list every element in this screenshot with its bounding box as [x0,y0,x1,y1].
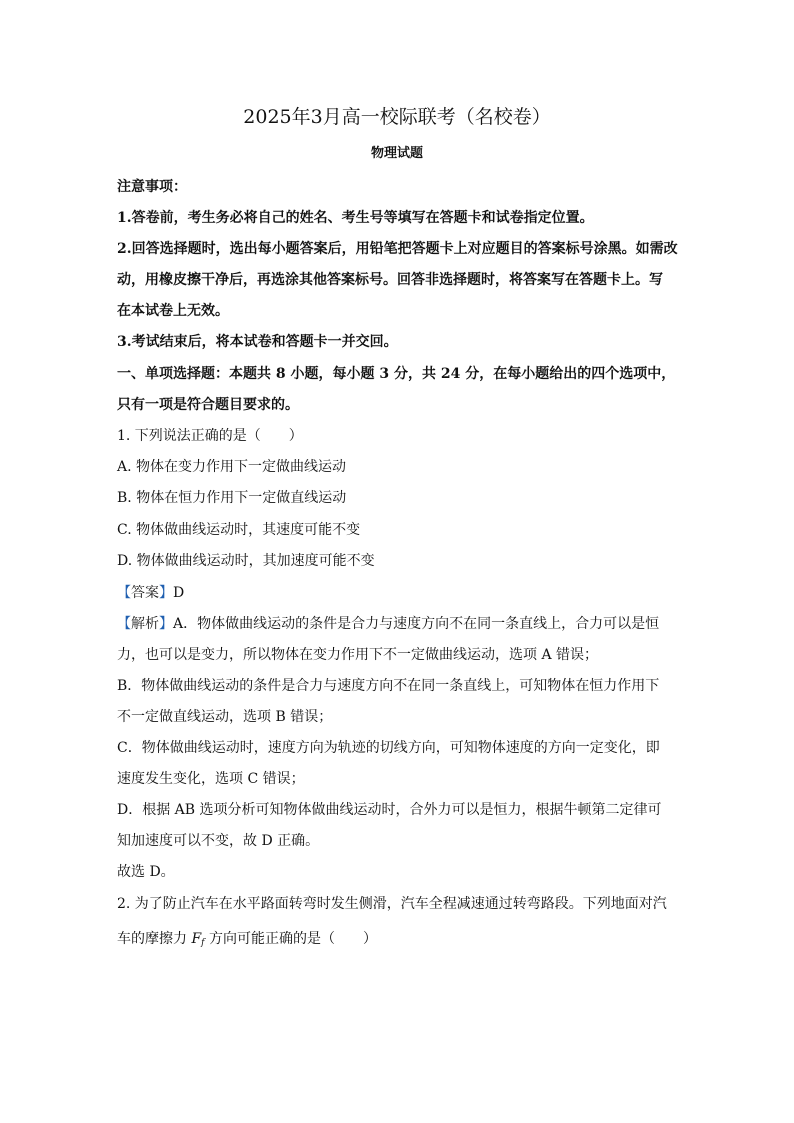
friction-symbol: F [191,931,202,947]
notice-item-2-line-1: 2.回答选择题时，选出每小题答案后，用铅笔把答题卡上对应题目的答案标号涂黑。如需改 [117,241,678,257]
analysis-line-8: 知加速度可以不变，故 D 正确。 [117,833,320,849]
question-1-stem: 1. 下列说法正确的是（ ） [117,428,303,444]
analysis-line-6: 速度发生变化，选项 C 错误； [117,771,305,787]
page-title: 2025年3月高一校际联考（名校卷） [243,106,551,128]
question-2-line-1: 2. 为了防止汽车在水平路面转弯时发生侧滑，汽车全程减速通过转弯路段。下列地面对汽 [117,896,667,912]
question-1-option-a: A. 物体在变力作用下一定做曲线运动 [117,459,347,475]
answer-label: 答案 [131,585,159,601]
answer-bracket-open: 【 [117,585,131,601]
analysis-line-4: 不一定做直线运动，选项 B 错误； [117,709,333,725]
answer-line [117,584,677,602]
question-1-option-b: B. 物体在恒力作用下一定做直线运动 [117,490,347,506]
question-2-text-post: 方向可能正确的是（ ） [204,931,377,947]
analysis-bracket-close: 】 [159,616,173,632]
page-subtitle: 物理试题 [370,146,423,161]
question-1-option-d: D. 物体做曲线运动时，其加速度可能不变 [117,553,375,569]
analysis-conclusion: 故选 D。 [117,864,175,880]
notice-item-2-line-3: 在本试卷上无效。 [117,303,229,319]
analysis-line-2: 力，也可以是变力，所以物体在变力作用下不一定做曲线运动，选项 A 错误； [117,647,599,663]
question-2-line-2 [117,930,677,952]
analysis-label: 解析 [131,616,159,632]
section-heading-line-2: 只有一项是符合题目要求的。 [117,397,299,413]
friction-symbol-subscript: f [201,938,205,948]
analysis-line-3: B．物体做曲线运动的条件是合力与速度方向不在同一条直线上，可知物体在恒力作用下 [117,678,660,694]
analysis-line-7: D．根据 AB 选项分析可知物体做曲线运动时，合外力可以是恒力，根据牛顿第二定律可 [117,802,662,818]
analysis-text: A．物体做曲线运动的条件是合力与速度方向不在同一条直线上，合力可以是恒 [173,616,660,632]
analysis-bracket-open: 【 [117,616,131,632]
answer-value: D [173,585,185,601]
question-1-option-c: C. 物体做曲线运动时，其速度可能不变 [117,522,361,538]
notice-item-3: 3.考试结束后，将本试卷和答题卡一并交回。 [117,334,398,350]
question-2-text-pre: 车的摩擦力 [117,931,192,947]
analysis-line-1 [117,615,677,633]
answer-bracket-close: 】 [159,585,173,601]
notice-heading: 注意事项： [117,179,187,195]
analysis-line-5: C．物体做曲线运动时，速度方向为轨迹的切线方向，可知物体速度的方向一定变化，即 [117,740,660,756]
notice-item-2-line-2: 动，用橡皮擦干净后，再选涂其他答案标号。回答非选择题时，将答案写在答题卡上。写 [117,272,663,288]
notice-item-1: 1.答卷前，考生务必将自己的姓名、考生号等填写在答题卡和试卷指定位置。 [117,210,594,226]
section-heading-line-1: 一、单项选择题：本题共 8 小题，每小题 3 分，共 24 分，在每小题给出的四个选项中， [117,366,676,382]
